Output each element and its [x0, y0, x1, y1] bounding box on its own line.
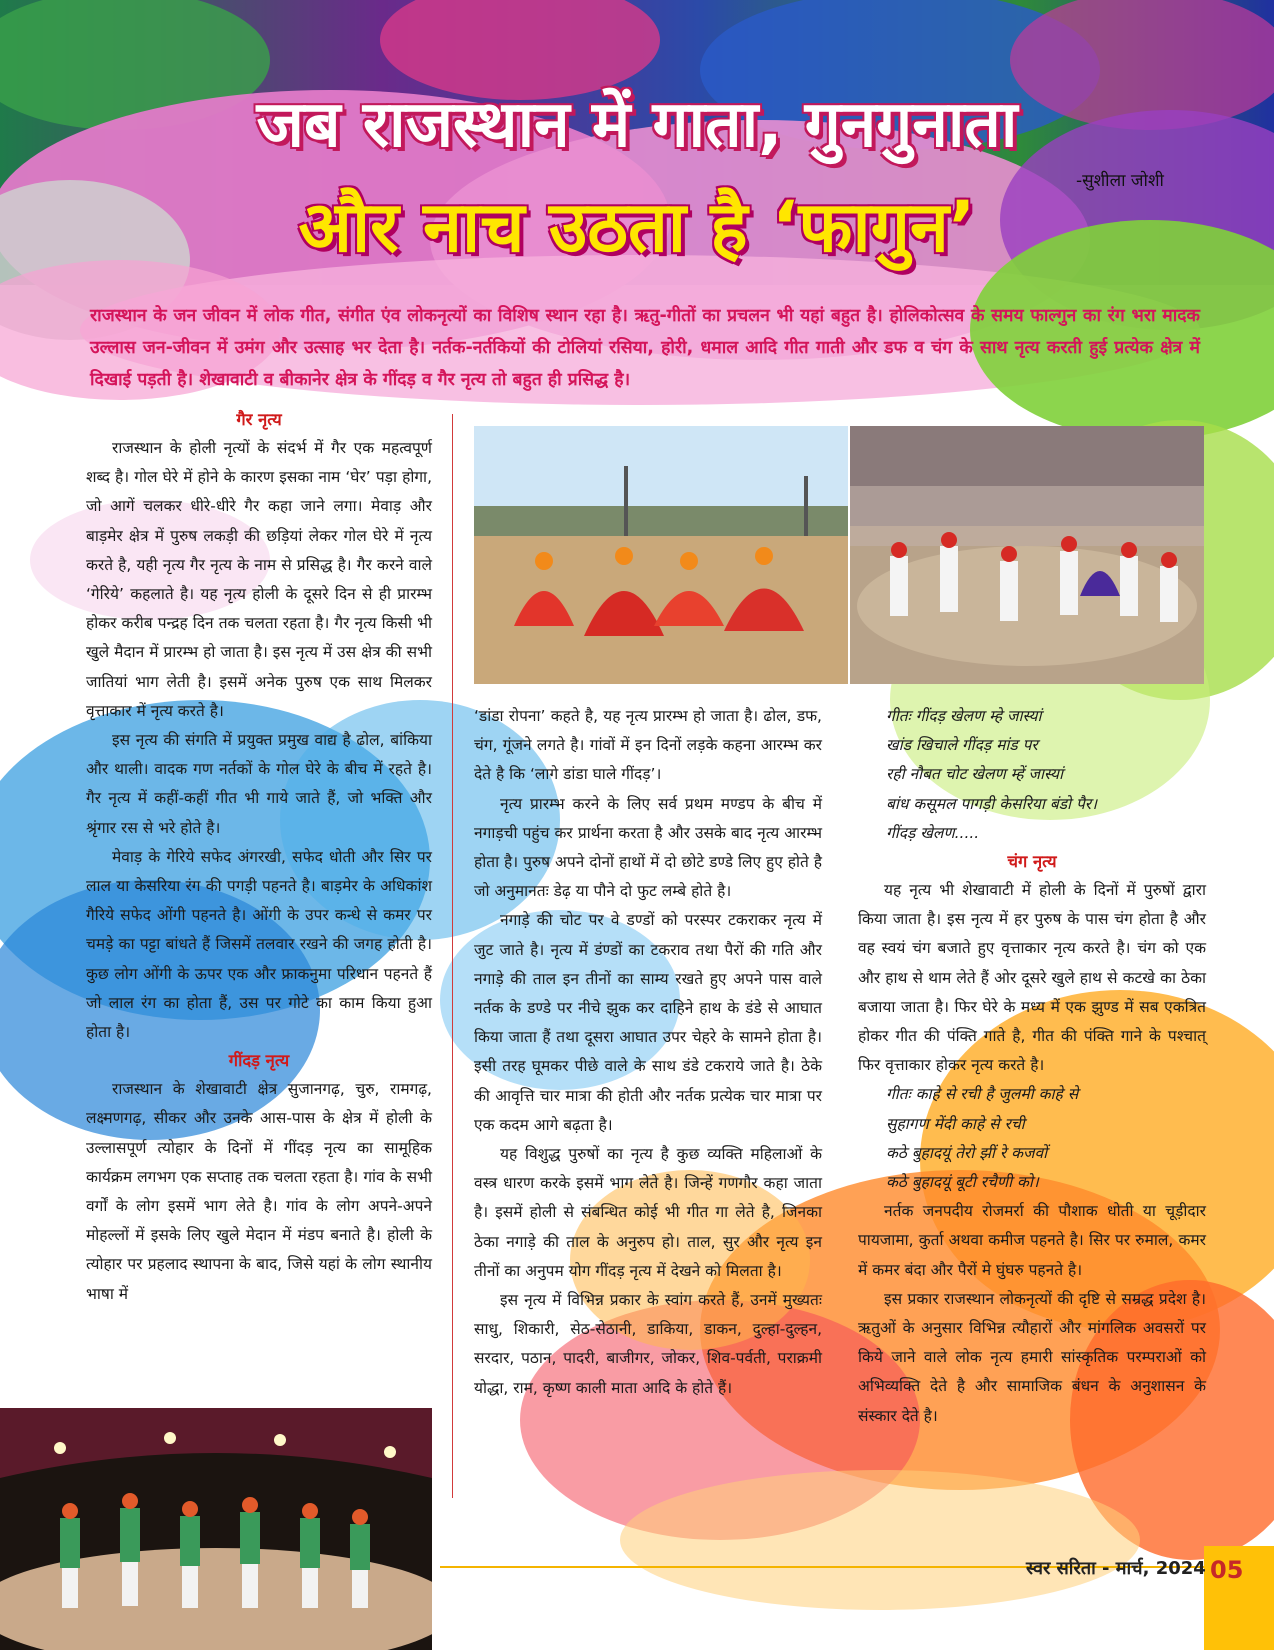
photo-red-dancers: [474, 426, 848, 684]
heading-gindad-nritya: गींदड़ नृत्य: [228, 1051, 290, 1071]
page-number: 05: [1210, 1556, 1244, 1584]
paragraph: राजस्थान के शेखावाटी क्षेत्र सुजानगढ़, चुरु, रामगढ़, लक्ष्मणगढ़, सीकर और उनके आस-पास के क्षेत्र में होली के उल्लासपूर्ण त्योहार के दिनों में गींदड़ नृत्य का सामूहिक कार्यक्रम लगभग एक सप्ताह तक चलता रहता है। गांव के सभी वर्गों के लोग इसमें भाग लेते है। गांव के लोग अपने-अपने मोहल्लों में इसके लिए खुले मेदान में मंडप बनाते है। होली के त्योहार पर प्रहलाद स्थापना के बाद, जिसे यहां के लोग स्थानीय भाषा में: [86, 1080, 432, 1303]
verse-line: कठे बुहादयूं तेरो झीं रे कजवों: [886, 1143, 1048, 1162]
paragraph: मेवाड़ के गेरिये सफेद अंगरखी, सफेद धोती और सिर पर लाल या केसरिया रंग की पगड़ी पहनते है। बाड़मेर के अधिकांश गैरिये सफेद ओंगी पहनते है। ओंगी के उपर कन्धे से कमर पर चमड़े का पट्टा बांधते हैं जिसमें तलवार रखने की जगह होती है। कुछ लोग ओंगी के ऊपर एक और फ्राकनुमा परिधान पहनते हैं जो लाल रंग का होता हैं, उस पर गोटे का काम किया हुआ होता है।: [86, 847, 432, 1042]
verse-line: गीतः काहे से रची है जुलमी काहे से: [886, 1085, 1079, 1104]
column-1: [86, 406, 432, 1309]
column-divider: [452, 414, 453, 1498]
paragraph: नृत्य प्रारम्भ करने के लिए सर्व प्रथम मण्डप के बीच में नगाड़ची पहुंच कर प्रार्थना करता है और उसके बाद नृत्य आरम्भ होता है। पुरुष अपने दोनों हाथों में दो छोटे डण्डे लिए हुए होते है जो अनुमानतः डेढ़ या पौने दो फुट लम्बे होते है।: [474, 794, 822, 901]
verse-line: खांड खिचाले गींदड़ मांड पर: [886, 736, 1038, 755]
paragraph: इस नृत्य की संगति में प्रयुक्त प्रमुख वाद्य है ढोल, बांकिया और थाली। वादक गण नर्तकों के गोल घेरे के बीच में रहते है। गैर नृत्य में कहीं-कहीं गीत भी गाये जाते हैं, जो भक्ति और श्रृंगार रस से भरे होते है।: [86, 731, 432, 837]
magazine-footer: स्वर सरिता - मार्च, 2024: [1026, 1558, 1206, 1579]
column-3: [858, 702, 1206, 1431]
verse-line: कठे बुहादयूं बूटी रचैणी को।: [886, 1173, 1039, 1192]
intro-paragraph: राजस्थान के जन जीवन में लोक गीत, संगीत एंव लोकनृत्यों का विशिष स्थान रहा है। ऋतु-गीतों का प्रचलन भी यहां बहुत है। होलिकोत्सव के समय फाल्गुन का रंग भरा मादक उल्लास जन-जीवन में उमंग और उत्साह भर देता है। नर्तक-नर्तकियों की टोलियां रसिया, होरी, धमाल आदि गीत गाती और डफ व चंग के साथ नृत्य करती हुई प्रत्येक क्षेत्र में दिखाई पड़ती है। शेखावाटी व बीकानेर क्षेत्र के गींदड़ व गैर नृत्य तो बहुत ही प्रसिद्ध है।: [90, 306, 1200, 390]
photo-gair-circle-dance: [850, 426, 1204, 684]
paragraph: ‘डांडा रोपना’ कहते है, यह नृत्य प्रारम्भ हो जाता है। ढोल, डफ, चंग, गूंजने लगते है। गांवों में इन दिनों लड़के कहना आरम्भ कर देते है कि ‘लागे डांडा घाले गींदड़’।: [474, 707, 822, 784]
paragraph: राजस्थान के होली नृत्यों के संदर्भ में गैर एक महत्वपूर्ण शब्द है। गोल घेरे में होने के कारण इसका नाम ‘घेर’ पड़ा होगा, जो आगें चलकर धीरे-धीरे गैर कहा जाने लगा। मेवाड़ और बाड़मेर क्षेत्र में पुरुष लकड़ी की छड़ियां लेकर गोल घेरे में नृत्य करते है, यही नृत्य गैर नृत्य के नाम से प्रसिद्ध है। गैर करने वाले ‘गेरिये’ कहलाते है। यह नृत्य होली के दूसरे दिन से ही प्रारम्भ होकर करीब पन्द्रह दिन तक चलता रहता है। गैर नृत्य किसी भी खुले मैदान में प्रारम्भ हो जाता है। इस नृत्य में उस क्षेत्र की सभी जातियां भाग लेती है। इसमें अनेक पुरुष एक साथ मिलकर वृत्ताकार में नृत्य करते है।: [86, 439, 432, 720]
title-line-2: और नाच उठता है ‘फागुन’: [298, 186, 976, 268]
verse-chang: [858, 1080, 1206, 1197]
verse-line: बांध कसूमल पागड़ी केसरिया बंडो पैर।: [886, 794, 1097, 813]
photo-night-dance: [0, 1408, 432, 1650]
author-name: -सुशीला जोशी: [1076, 171, 1164, 191]
heading-gair-nritya: गैर नृत्य: [236, 410, 282, 429]
paragraph: यह नृत्य भी शेखावाटी में होली के दिनों में पुरुषों द्वारा किया जाता है। इस नृत्य में हर पुरुष के पास चंग होता है और वह स्वयं चंग बजाते हुए वृत्ताकार नृत्य करते है। चंग को एक और हाथ से थाम लेते हैं ओर दूसरे खुले हाथ से कटखे का ठेका बजाया जाता है। फिर घेरे के मध्य में एक झुण्ड में सब एकत्रित होकर गीत की पंक्ति गाते है, गीत की पंक्ति गाने के पश्चात् फिर वृत्ताकार होकर नृत्य करते है।: [858, 881, 1206, 1075]
verse-line: गीतः गींदड़ खेलण म्हे जास्यां: [886, 707, 1042, 725]
paragraph: नर्तक जनपदीय रोजमर्रा की पौशाक धोती या चूड़ीदार पायजामा, कुर्ता अथवा कमीज पहनते है। सिर पर रुमाल, कमर में कमर बंदा और पैरों मे घुंघरु पहनते है।: [858, 1202, 1206, 1279]
verse-gindad: [858, 702, 1206, 848]
verse-line: सुहागण मेंदी काहे से रची: [886, 1114, 1025, 1133]
verse-line: रही नौबत चोट खेलण म्हें जास्यां: [886, 765, 1064, 784]
paragraph: नगाड़े की चोट पर वे डण्डों को परस्पर टकराकर नृत्य में जुट जाते है। नृत्य में डंण्डों का टकराव तथा पैरों की गति और नगाड़े की ताल इन तीनों का साम्य रखते हुए अपने पास वाले नर्तक के डण्डे पर नीचे झुक कर दाहिने हाथ के डंडे से आघात किया जाता हैं तथा दूसरा आघात उपर चेहरे के सामने होता है। इसी तरह घूमकर पीछे वाले के साथ डंडे टकराये जाते है। ठेके की आवृत्ति चार मात्रा की होती और नर्तक प्रत्येक चार मात्रा पर एक कदम आगे बढ़ता है।: [474, 911, 822, 1134]
column-2: [474, 702, 822, 1403]
paragraph: इस प्रकार राजस्थान लोकनृत्यों की दृष्टि से सम्रद्ध प्रदेश है। ऋतुओं के अनुसार विभिन्न त्यौहारों और मांगलिक अवसरों पर किये जाने वाले लोक नृत्य हमारी सांस्कृतिक परम्पराओं को अभिव्यक्ति देते है और सामाजिक बंधन के अनुशासन के संस्कार देते है।: [858, 1289, 1206, 1425]
title-line-1: जब राजस्थान में गाता, गुनगुनाता: [256, 88, 1018, 162]
verse-line: गींदड़ खेलण.....: [886, 823, 980, 842]
paragraph: इस नृत्य में विभिन्न प्रकार के स्वांग करते हैं, उनमें मुख्यतः साधु, शिकारी, सेठ-सेठानी, डाकिया, डाकन, दुल्हा-दुल्हन, सरदार, पठान, पादरी, बाजीगर, जोकर, शिव-पर्वती, पराक्रमी योद्धा, राम, कृष्ण काली माता आदि के होते हैं।: [474, 1291, 822, 1397]
paragraph: यह विशुद्ध पुरुषों का नृत्य है कुछ व्यक्ति महिलाओं के वस्त्र धारण करके इसमें भाग लेते है। जिन्हें गणगौर कहा जाता है। इसमें होली से संबन्धित कोई भी गीत गा लेते है, जिनका ठेका नगाड़े की ताल के अनुरुप हो। ताल, सुर और नृत्य इन तीनों का अनुपम योग गींदड़ नृत्य में देखने को मिलता है।: [474, 1145, 822, 1280]
heading-chang-nritya: चंग नृत्य: [1007, 852, 1057, 872]
